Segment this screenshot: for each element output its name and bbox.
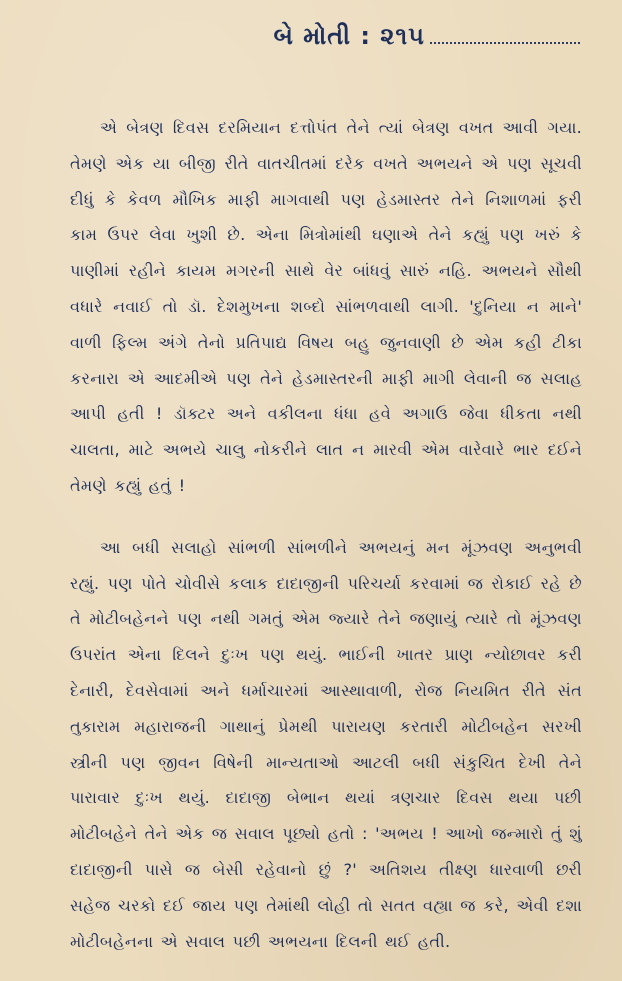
running-head	[70, 22, 580, 50]
body-paragraph-2: આ બધી સલાહો સાંભળી સાંભળીને અભયનું મન મૂંઝવણ અનુભવી રહ્યું. પણ પોતે ચોવીસે કલાક દાદાજીની પરિચર્યા કરવામાં જ રોકાઈ રહે છે તે મોટીબહેનને પણ નથી ગમતું એમ જ્યારે તેને જણાયું ત્યારે તો મૂંઝવણ ઉપરાંત એના દિલને દુઃખ પણ થયું. ભાઈની ખાતર પ્રાણ ન્યોછાવર કરી દેનારી, દેવસેવામાં અને ધર્માચારમાં આસ્થાવાળી, રોજ નિયમિત રીતે સંત તુકારામ મહારાજની ગાથાનું પ્રેમથી પારાયણ કરતારી મોટીબહેન સરખી સ્ત્રીની પણ જીવન વિષેની માન્યતાઓ આટલી બધી સંકુચિત દેખી તેને પારાવાર દુઃખ થયું. દાદાજી બેભાન થયાં ત્રણચાર દિવસ થયા પછી મોટીબહેને તેને એક જ સવાલ પૂછ્યો હતો : 'અભય ! આખો જન્મારો તું શું દાદાજીની પાસે જ બેસી રહેવાનો છું ?' અતિશય તીક્ષ્ણ ધારવાળી છરી સહેજ ચરકો દઈ જાય પણ તેમાંથી લોહી તો સતત વહ્યા જ કરે, એવી દશા મોટીબહેનના એ સવાલ પછી અભયના દિલની થઈ હતી.	[70, 537, 582, 951]
running-title: બે મોતી : ૨૧૫	[273, 22, 425, 50]
running-head-rule	[430, 42, 580, 44]
body-paragraph-1: એ બેત્રણ દિવસ દરમિયાન દત્તોપંત તેને ત્યાં બેત્રણ વખત આવી ગયા. તેમણે એક યા બીજી રીતે વાતચીતમાં દરેક વખતે અભયને એ પણ સૂચવી દીધું કે કેવળ મૌખિક માફી માગવાથી પણ હેડમાસ્તર તેને નિશાળમાં ફરી કામ ઉપર લેવા ખુશી છે. એના મિત્રોમાંથી ઘણાએ તેને કહ્યું પણ ખરું કે પાણીમાં રહીને કાયમ મગરની સાથે વેર બાંધવું સારું નહિ. અભયને સૌથી વધારે નવાઈ તો ડૉ. દેશમુખના શબ્દો સાંભળવાથી લાગી. 'દુનિયા ન માને' વાળી ફિલ્મ અંગે તેનો પ્રતિપાદ્ય વિષય બહુ જુનવાણી છે એમ કહી ટીકા કરનારા એ આદમીએ પણ તેને હેડમાસ્તરની માફી માગી લેવાની જ સલાહ આપી હતી ! ડૉક્ટર અને વકીલના ધંધા હવે અગાઉ જેવા ધીકતા નથી ચાલતા, માટે અભયે ચાલુ નોકરીને લાત ન મારવી એમ વારેવારે ભાર દઈને તેમણે કહ્યું હતું !	[70, 118, 582, 495]
